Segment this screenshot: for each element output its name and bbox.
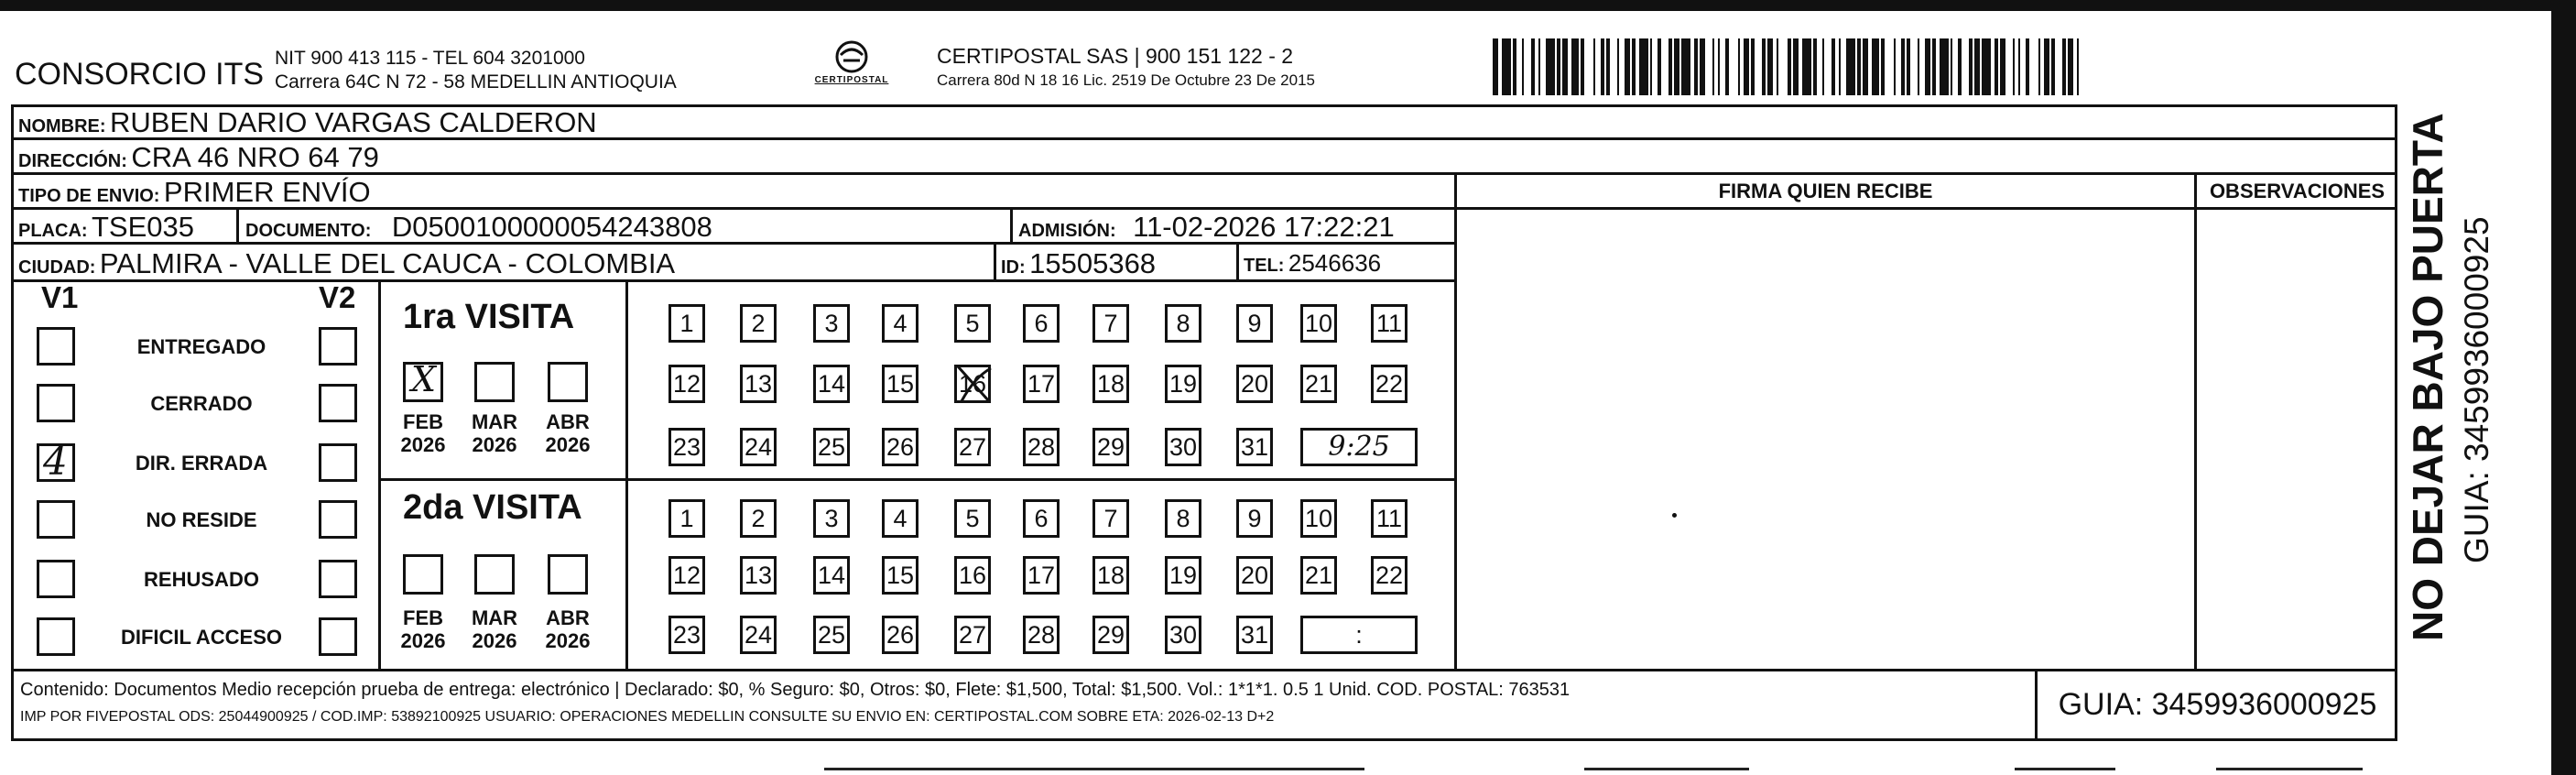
barcode-icon: [1493, 38, 2088, 95]
day-box[interactable]: 29: [1092, 428, 1129, 466]
v2-checkbox[interactable]: [319, 500, 357, 539]
month-label: [467, 410, 522, 456]
barcode-bar: [1571, 38, 1579, 95]
month-checkbox[interactable]: [474, 554, 515, 595]
certipostal-line: CERTIPOSTAL SAS | 900 151 122 - 2: [937, 44, 1294, 68]
day-box[interactable]: 14: [813, 556, 850, 595]
license-line: Carrera 80d N 18 16 Lic. 2519 De Octubre 23 De 2015: [937, 71, 1315, 89]
barcode-bar: [1767, 38, 1773, 95]
v2-checkbox[interactable]: [319, 617, 357, 656]
day-box[interactable]: 17: [1023, 365, 1060, 403]
barcode-bar: [1632, 38, 1636, 95]
day-box[interactable]: 6: [1023, 499, 1060, 538]
day-box[interactable]: 22: [1371, 556, 1408, 595]
month-label: [540, 410, 595, 456]
month-checkbox[interactable]: [548, 362, 588, 402]
imp-line: IMP POR FIVEPOSTAL ODS: 25044900925 / COD.IMP: 53892100925 USUARIO: OPERACIONES MEDELLIN CONSULTE SU ENVIO EN: CERTIPOSTAL.COM SOBRE ETA: 2026-02-13 D+2: [20, 709, 1275, 725]
time-box[interactable]: [1300, 616, 1418, 654]
barcode-bar: [1802, 38, 1811, 95]
barcode-bar: [1700, 38, 1705, 95]
documento-field: DOCUMENTO: D0500100000054243808: [245, 211, 712, 243]
col-line: [1236, 245, 1239, 280]
day-box[interactable]: 30: [1165, 616, 1201, 654]
v1-checkbox[interactable]: [37, 327, 75, 366]
month-label: [467, 606, 522, 652]
barcode-bar: [1606, 38, 1610, 95]
admision-field: ADMISIÓN: 11-02-2026 17:22:21: [1018, 211, 1395, 243]
barcode-bar: [1502, 38, 1511, 95]
barcode-bar: [1918, 38, 1919, 95]
day-box[interactable]: 11: [1371, 499, 1408, 538]
month-checkbox[interactable]: [548, 554, 588, 595]
day-box[interactable]: 21: [1300, 556, 1337, 595]
v1-checkbox[interactable]: [37, 560, 75, 598]
status-label: CERRADO: [150, 392, 253, 415]
barcode-bar: [1538, 38, 1540, 95]
day-box[interactable]: 18: [1092, 365, 1129, 403]
company-name: CONSORCIO ITS: [15, 57, 265, 92]
barcode-bar: [1822, 38, 1824, 95]
day-box[interactable]: 17: [1023, 556, 1060, 595]
day-box[interactable]: 13: [740, 556, 777, 595]
barcode-bar: [2062, 38, 2066, 95]
visit2-title: 2da VISITA: [403, 488, 582, 527]
barcode-bar: [1718, 38, 1720, 95]
col-line: [2194, 174, 2197, 670]
barcode-bar: [1793, 38, 1799, 95]
barcode-bar: [1681, 38, 1690, 95]
barcode-bar: [1744, 38, 1749, 95]
barcode-bar: [2026, 38, 2029, 95]
barcode-bar: [1625, 38, 1630, 95]
month-checkbox[interactable]: [474, 362, 515, 402]
barcode-bar: [1881, 38, 1885, 95]
top-border: [0, 0, 2576, 11]
barcode-bar: [1601, 38, 1604, 95]
barcode-bar: [2077, 38, 2079, 95]
barcode-bar: [1777, 38, 1778, 95]
month-year: 2026: [545, 629, 591, 652]
time-value: 9:25: [1328, 431, 1390, 463]
barcode-bar: [1788, 38, 1791, 95]
barcode-bar: [1557, 38, 1560, 95]
month-name: ABR: [546, 606, 590, 629]
day-box[interactable]: 27: [954, 616, 991, 654]
day-box[interactable]: 1: [668, 499, 705, 538]
v2-checkbox[interactable]: [319, 384, 357, 422]
day-box[interactable]: 19: [1165, 365, 1201, 403]
col-line: [1454, 174, 1457, 670]
status-label: NO RESIDE: [146, 508, 257, 531]
col-line: [625, 279, 628, 670]
day-box[interactable]: 15: [882, 365, 918, 403]
day-box[interactable]: 20: [1236, 365, 1273, 403]
status-label: REHUSADO: [144, 568, 259, 591]
barcode-bar: [1694, 38, 1698, 95]
day-box[interactable]: 21: [1300, 365, 1337, 403]
scan-mark: [2015, 768, 2115, 770]
month-year: 2026: [545, 433, 591, 456]
day-box[interactable]: 2: [740, 304, 777, 343]
month-mark: X: [411, 359, 437, 399]
barcode-bar: [2018, 38, 2020, 95]
day-box[interactable]: 10: [1300, 499, 1337, 538]
observaciones-label: OBSERVACIONES: [2209, 180, 2386, 202]
barcode-bar: [1522, 38, 1524, 95]
barcode-bar: [1546, 38, 1555, 95]
month-checkbox[interactable]: [403, 554, 443, 595]
day-box[interactable]: 1: [668, 304, 705, 343]
barcode-bar: [1901, 38, 1905, 95]
month-label: [396, 410, 451, 456]
day-box[interactable]: 28: [1023, 616, 1060, 654]
month-checkbox[interactable]: [403, 359, 443, 402]
scan-mark: [824, 768, 1364, 770]
day-box[interactable]: 10: [1300, 304, 1337, 343]
v1-checkbox[interactable]: [37, 384, 75, 422]
day-box[interactable]: 31: [1236, 616, 1273, 654]
v1-checkbox[interactable]: [37, 617, 75, 656]
day-box[interactable]: 27: [954, 428, 991, 466]
day-box[interactable]: 24: [740, 616, 777, 654]
barcode-bar: [2013, 38, 2015, 95]
barcode-bar: [1531, 38, 1535, 95]
visit1-title: 1ra VISITA: [403, 298, 575, 336]
side-guia: GUIA: 3459936000925: [2458, 216, 2495, 563]
address-line: Carrera 64C N 72 - 58 MEDELLIN ANTIOQUIA: [275, 71, 677, 93]
barcode-bar: [1617, 38, 1619, 95]
contenido-line: Contenido: Documentos Medio recepción prueba de entrega: electrónico | Declarado: $0, % Seguro: $0, Otros: $0, Flete: $1,500, Total: $1,500. Vol.: 1*1*1. 0.5 1 Unid. COD. POSTAL: 763531: [20, 680, 1571, 700]
barcode-bar: [1940, 38, 1949, 95]
col-line: [994, 245, 996, 280]
barcode-bar: [1639, 38, 1648, 95]
day-box[interactable]: 28: [1023, 428, 1060, 466]
day-box[interactable]: 9: [1236, 304, 1273, 343]
right-edge: [2551, 0, 2576, 775]
v1-checkbox[interactable]: [37, 439, 75, 484]
month-year: 2026: [400, 433, 446, 456]
day-box[interactable]: 31: [1236, 428, 1273, 466]
firma-label: FIRMA QUIEN RECIBE: [1718, 180, 1933, 202]
day-box[interactable]: 18: [1092, 556, 1129, 595]
day-box[interactable]: 14: [813, 365, 850, 403]
barcode-bar: [1958, 38, 1962, 95]
tipo-envio-field: TIPO DE ENVIO: PRIMER ENVÍO: [18, 176, 371, 208]
barcode-bar: [1974, 38, 1980, 95]
day-box[interactable]: 12: [668, 556, 705, 595]
barcode-bar: [1725, 38, 1729, 95]
v1-label: V1: [41, 280, 79, 314]
month-name: FEB: [403, 606, 443, 629]
day-box[interactable]: 26: [882, 428, 918, 466]
col-line: [1010, 210, 1013, 243]
barcode-bar: [1839, 38, 1841, 95]
scan-mark: [1584, 768, 1749, 770]
day-box[interactable]: 23: [668, 616, 705, 654]
day-box[interactable]: 3: [813, 499, 850, 538]
barcode-bar: [1857, 38, 1861, 95]
day-16-mark: [952, 359, 998, 409]
day-box[interactable]: 15: [882, 556, 918, 595]
row-line: [378, 478, 1454, 481]
day-box[interactable]: 16: [954, 556, 991, 595]
status-label: DIFICIL ACCESO: [120, 626, 282, 649]
day-box[interactable]: 13: [740, 365, 777, 403]
day-box[interactable]: 12: [668, 365, 705, 403]
ciudad-field: CIUDAD: PALMIRA - VALLE DEL CAUCA - COLOMBIA: [18, 247, 676, 279]
day-box[interactable]: 8: [1165, 304, 1201, 343]
day-box[interactable]: 11: [1371, 304, 1408, 343]
barcode-bar: [1674, 38, 1679, 95]
logo-text: CERTIPOSTAL: [814, 75, 889, 85]
v2-checkbox[interactable]: [319, 443, 357, 482]
day-box[interactable]: 4: [882, 304, 918, 343]
barcode-bar: [1982, 38, 1991, 95]
month-name: FEB: [403, 410, 443, 433]
barcode-bar: [1994, 38, 1998, 95]
barcode-bar: [1831, 38, 1835, 95]
day-box[interactable]: 19: [1165, 556, 1201, 595]
barcode-bar: [1562, 38, 1568, 95]
barcode-bar: [2044, 38, 2049, 95]
day-box[interactable]: 29: [1092, 616, 1129, 654]
day-box[interactable]: 24: [740, 428, 777, 466]
day-box[interactable]: 5: [954, 499, 991, 538]
guia-footer: GUIA: 3459936000925: [2058, 687, 2377, 722]
day-box[interactable]: 3: [813, 304, 850, 343]
scan-mark: [2216, 768, 2363, 770]
month-label: [396, 606, 451, 652]
v2-label: V2: [319, 280, 356, 314]
month-year: 2026: [472, 433, 517, 456]
id-field: ID: 15505368: [1001, 247, 1157, 279]
barcode-bar: [2051, 38, 2055, 95]
barcode-bar: [1650, 38, 1652, 95]
barcode-bar: [1581, 38, 1584, 95]
day-box[interactable]: 23: [668, 428, 705, 466]
month-year: 2026: [472, 629, 517, 652]
barcode-bar: [2068, 38, 2073, 95]
barcode-bar: [1846, 38, 1855, 95]
day-box[interactable]: 2: [740, 499, 777, 538]
status-label: DIR. ERRADA: [135, 452, 268, 475]
v1-checkbox[interactable]: [37, 500, 75, 539]
day-box[interactable]: 25: [813, 616, 850, 654]
barcode-bar: [1513, 38, 1516, 95]
day-box[interactable]: 7: [1092, 499, 1129, 538]
barcode-bar: [1593, 38, 1595, 95]
day-box[interactable]: 22: [1371, 365, 1408, 403]
barcode-bar: [1907, 38, 1910, 95]
day-box[interactable]: 30: [1165, 428, 1201, 466]
barcode-bar: [1493, 38, 1498, 95]
barcode-bar: [2000, 38, 2005, 95]
month-name: ABR: [546, 410, 590, 433]
barcode-bar: [1863, 38, 1868, 95]
nit-line: NIT 900 413 115 - TEL 604 3201000: [275, 48, 585, 69]
row-line: [11, 669, 2397, 671]
month-name: MAR: [471, 606, 518, 629]
col-line: [378, 279, 381, 670]
no-dejar-label: NO DEJAR BAJO PUERTA: [2404, 113, 2451, 641]
day-box[interactable]: 20: [1236, 556, 1273, 595]
time-box[interactable]: [1300, 428, 1418, 466]
day-box[interactable]: 8: [1165, 499, 1201, 538]
ink-dot: [1672, 513, 1677, 518]
barcode-bar: [1738, 38, 1740, 95]
month-label: [540, 606, 595, 652]
v2-checkbox[interactable]: [319, 327, 357, 366]
barcode-bar: [1925, 38, 1930, 95]
day-box[interactable]: 6: [1023, 304, 1060, 343]
barcode-bar: [1658, 38, 1661, 95]
day-box[interactable]: 16: [954, 365, 991, 403]
direccion-field: DIRECCIÓN: CRA 46 NRO 64 79: [18, 141, 379, 173]
placa-field: PLACA: TSE035: [18, 211, 195, 243]
day-box[interactable]: 26: [882, 616, 918, 654]
barcode-bar: [1969, 38, 1973, 95]
barcode-bar: [1762, 38, 1766, 95]
col-line: [236, 210, 239, 243]
barcode-bar: [1668, 38, 1672, 95]
day-box[interactable]: 5: [954, 304, 991, 343]
tel-field: TEL: 2546636: [1244, 249, 1382, 277]
v1-mark: 4: [43, 439, 68, 484]
barcode-bar: [2038, 38, 2040, 95]
barcode-bar: [1813, 38, 1817, 95]
barcode-bar: [1932, 38, 1936, 95]
v2-checkbox[interactable]: [319, 560, 357, 598]
month-year: 2026: [400, 629, 446, 652]
time-value: :: [1355, 621, 1363, 649]
certipostal-logo: [810, 37, 893, 92]
day-box[interactable]: 9: [1236, 499, 1273, 538]
day-box[interactable]: 4: [882, 499, 918, 538]
status-label: ENTREGADO: [136, 335, 266, 358]
day-box[interactable]: 7: [1092, 304, 1129, 343]
month-name: MAR: [471, 410, 518, 433]
barcode-bar: [1951, 38, 1952, 95]
barcode-bar: [1712, 38, 1714, 95]
day-box[interactable]: 25: [813, 428, 850, 466]
barcode-bar: [1751, 38, 1755, 95]
barcode-bar: [1894, 38, 1896, 95]
nombre-field: NOMBRE: RUBEN DARIO VARGAS CALDERON: [18, 106, 597, 138]
barcode-bar: [1872, 38, 1879, 95]
